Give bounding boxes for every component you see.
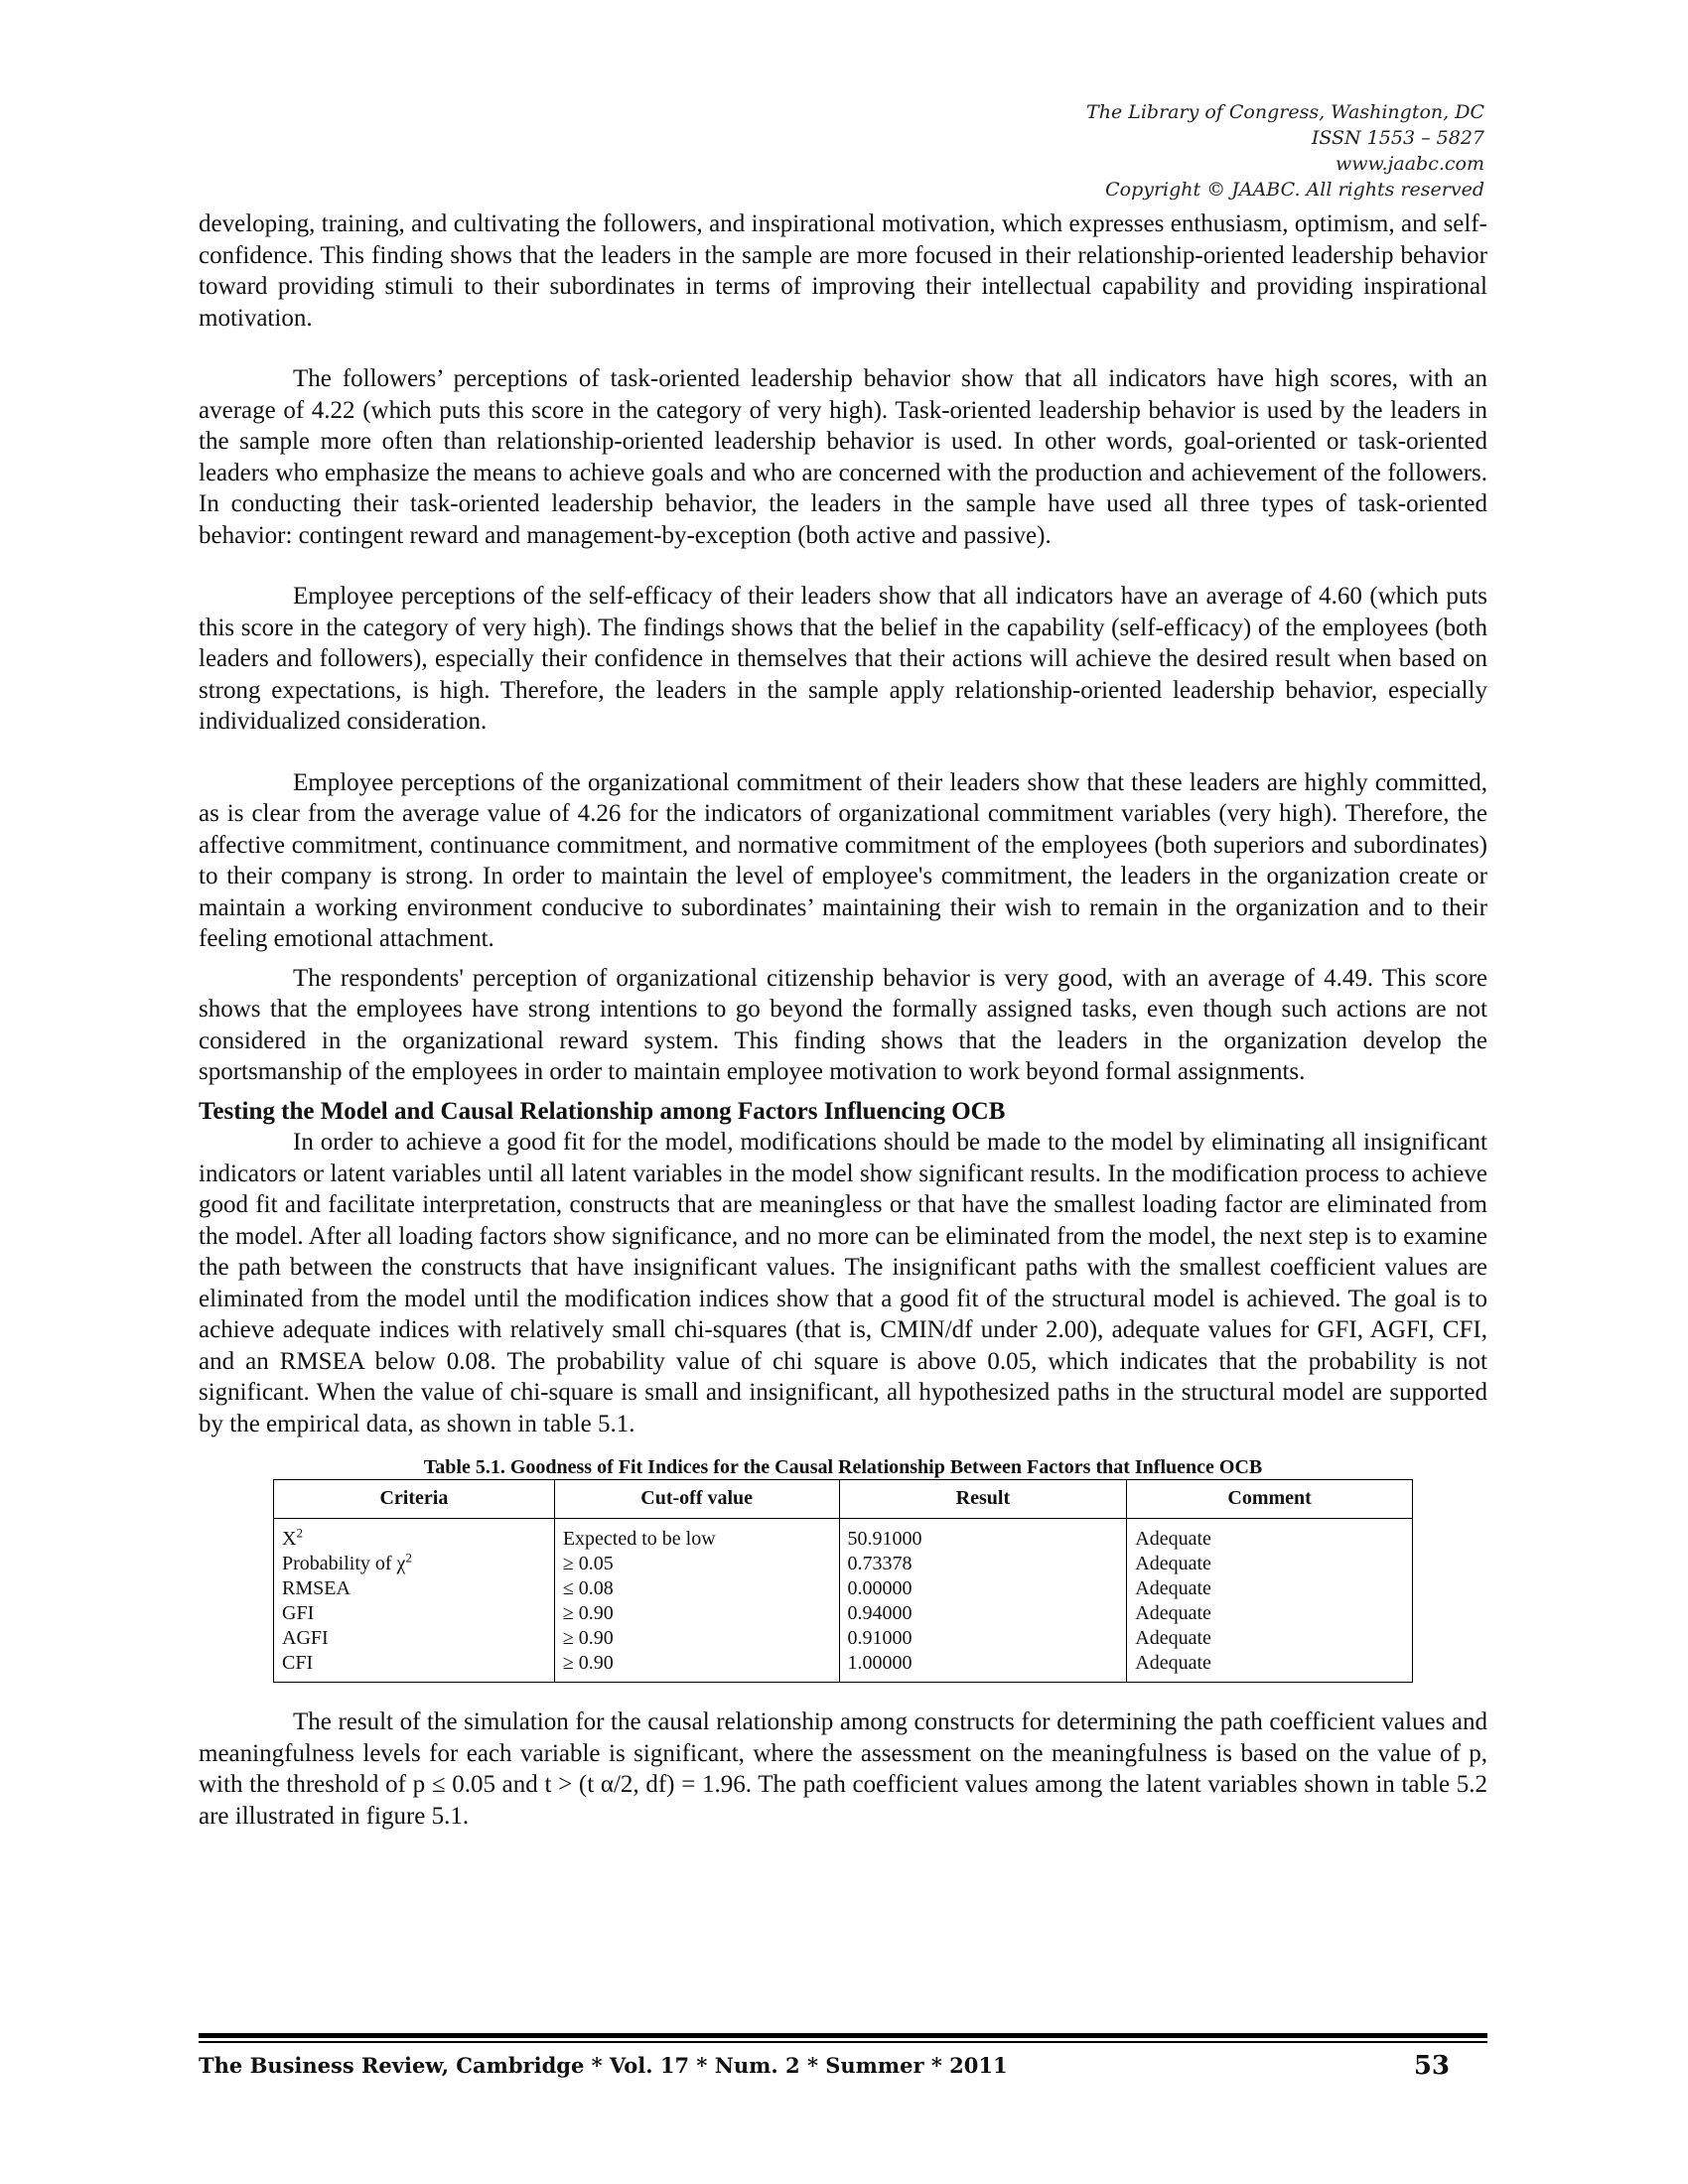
table-cell: Adequate bbox=[1127, 1552, 1413, 1576]
column-header-comment: Comment bbox=[1127, 1480, 1413, 1519]
table-cell: AGFI bbox=[282, 1627, 329, 1649]
fit-indices-table bbox=[273, 1479, 1413, 1683]
body-text bbox=[199, 208, 1487, 1832]
page-number: 53 bbox=[1413, 2051, 1450, 2081]
paragraph: In order to achieve a good fit for the model, modifications should be made to the model by eliminating all insignificant indicators or latent variables until all latent variables in the model show significant results. In the modification process to achieve good fit and facilitate interpretation, constructs that are meaningless or that have the smallest loading factor are eliminated from the model. After all loading factors show significance, and no more can be eliminated from the model, the next step is to examine the path between the constructs that have insignificant values. The insignificant paths with the smallest coefficient values are eliminated from the model until the modification indices show that a good fit of the structural model is achieved. The goal is to achieve adequate indices with relatively small chi-squares (that is, CMIN/df under 2.00), adequate values for GFI, AGFI, CFI, and an RMSEA below 0.08. The probability value of chi square is above 0.05, which indicates that the probability is not significant. When the value of chi-square is small and insignificant, all hypothesized paths in the structural model are supported by the empirical data, as shown in table 5.1. bbox=[199, 1129, 1487, 1437]
header-line-issn: ISSN 1553 – 5827 bbox=[1311, 127, 1484, 149]
table-cell: Adequate bbox=[1127, 1601, 1413, 1626]
table-row bbox=[274, 1576, 1413, 1601]
table-row bbox=[274, 1651, 1413, 1683]
column-header-result: Result bbox=[839, 1480, 1127, 1519]
column-header-cutoff: Cut-off value bbox=[554, 1480, 839, 1519]
table-row bbox=[274, 1601, 1413, 1626]
table-cell bbox=[274, 1519, 555, 1553]
table-cell: Adequate bbox=[1127, 1626, 1413, 1651]
table-row bbox=[274, 1552, 1413, 1576]
header-line-copyright: Copyright © JAABC. All rights reserved bbox=[1105, 179, 1484, 201]
table-cell: CFI bbox=[282, 1652, 314, 1674]
table-cell: Adequate bbox=[1127, 1519, 1413, 1553]
footer-rule-thick bbox=[199, 2033, 1487, 2038]
table-cell: ≤ 0.08 bbox=[554, 1576, 839, 1601]
footer-rule-thin bbox=[199, 2041, 1487, 2043]
table-cell: ≥ 0.05 bbox=[554, 1552, 839, 1576]
table-cell: Expected to be low bbox=[554, 1519, 839, 1553]
paragraph: Employee perceptions of the organizational commitment of their leaders show that these leaders are highly committed, as is clear from the average value of 4.26 for the indicators of organizational commitment variables (very high). Therefore, the affective commitment, continuance commitment, and normative commitment of the employees (both superiors and subordinates) to their company is strong. In order to maintain the level of employee's commitment, the leaders in the organization create or maintain a working environment conducive to subordinates’ maintaining their wish to remain in the organization and to their feeling emotional attachment. bbox=[199, 768, 1487, 952]
table-row bbox=[274, 1626, 1413, 1651]
paragraph: The respondents' perception of organizational citizenship behavior is very good, with an average of 4.49. This score shows that the employees have strong intentions to go beyond the formally assigned tasks, even though such actions are not considered in the organizational reward system. This finding shows that the leaders in the organization develop the sportsmanship of the employees in order to maintain employee motivation to work beyond formal assignments. bbox=[199, 964, 1487, 1085]
table-cell: Adequate bbox=[1127, 1651, 1413, 1683]
column-header-criteria: Criteria bbox=[274, 1480, 555, 1519]
table-cell: 0.91000 bbox=[839, 1626, 1127, 1651]
criteria-label: Probability of χ bbox=[282, 1553, 406, 1574]
section-heading: Testing the Model and Causal Relationship among Factors Influencing OCB bbox=[199, 1097, 1006, 1125]
table-cell: 0.94000 bbox=[839, 1601, 1127, 1626]
table-cell: GFI bbox=[282, 1602, 315, 1624]
superscript: 2 bbox=[405, 1550, 412, 1566]
table-cell: Adequate bbox=[1127, 1576, 1413, 1601]
criteria-label: X bbox=[282, 1528, 297, 1550]
table-cell: 1.00000 bbox=[839, 1651, 1127, 1683]
table-cell bbox=[274, 1552, 555, 1576]
table-cell: RMSEA bbox=[282, 1577, 351, 1599]
footer-journal-citation: The Business Review, Cambridge * Vol. 17 * Num. 2 * Summer * 2011 bbox=[199, 2053, 1008, 2078]
paragraph: The result of the simulation for the causal relationship among constructs for determining the path coefficient values and meaningfulness levels for each variable is significant, where the assessment on the meaningfulness is based on the value of p, with the threshold of p ≤ 0.05 and t > (t α/2, df) = 1.96. The path coefficient values among the latent variables shown in table 5.2 are illustrated in figure 5.1. bbox=[199, 1708, 1487, 1830]
table-cell: 50.91000 bbox=[839, 1519, 1127, 1553]
table-cell: 0.73378 bbox=[839, 1552, 1127, 1576]
header-line-website: www.jaabc.com bbox=[1335, 153, 1484, 175]
paragraph: Employee perceptions of the self-efficacy of their leaders show that all indicators have an average of 4.60 (which puts this score in the category of very high). The findings shows that the belief in the capability (self-efficacy) of the employees (both leaders and followers), especially their confidence in themselves that their actions will achieve the desired result when based on strong expectations, is high. Therefore, the leaders in the sample apply relationship-oriented leadership behavior, especially individualized consideration. bbox=[199, 583, 1487, 735]
paragraph: The followers’ perceptions of task-oriented leadership behavior show that all indicators have high scores, with an average of 4.22 (which puts this score in the category of very high). Task-oriented leadership behavior is used by the leaders in the sample more often than relationship-oriented leadership behavior is used. In other words, goal-oriented or task-oriented leaders who emphasize the means to achieve goals and who are concerned with the production and achievement of the followers. In conducting their task-oriented leadership behavior, the leaders in the sample have used all three types of task-oriented behavior: contingent reward and management-by-exception (both active and passive). bbox=[199, 365, 1487, 549]
table-caption: Table 5.1. Goodness of Fit Indices for the Causal Relationship Between Factors that Influence OCB bbox=[423, 1456, 1263, 1478]
table-cell: 0.00000 bbox=[839, 1576, 1127, 1601]
table-header-row bbox=[274, 1480, 1413, 1519]
fit-indices-table-block bbox=[273, 1455, 1413, 1683]
table-cell: ≥ 0.90 bbox=[554, 1651, 839, 1683]
running-header bbox=[1086, 99, 1484, 203]
paragraph: developing, training, and cultivating the followers, and inspirational motivation, which expresses enthusiasm, optimism, and self-confidence. This finding shows that the leaders in the sample are more focused in their relationship-oriented leadership behavior toward providing stimuli to their subordinates in terms of improving their intellectual capability and providing inspirational motivation. bbox=[199, 210, 1487, 332]
table-cell: ≥ 0.90 bbox=[554, 1626, 839, 1651]
table-cell: ≥ 0.90 bbox=[554, 1601, 839, 1626]
table-row bbox=[274, 1519, 1413, 1553]
superscript: 2 bbox=[296, 1525, 303, 1541]
header-line-library: The Library of Congress, Washington, DC bbox=[1086, 101, 1484, 123]
